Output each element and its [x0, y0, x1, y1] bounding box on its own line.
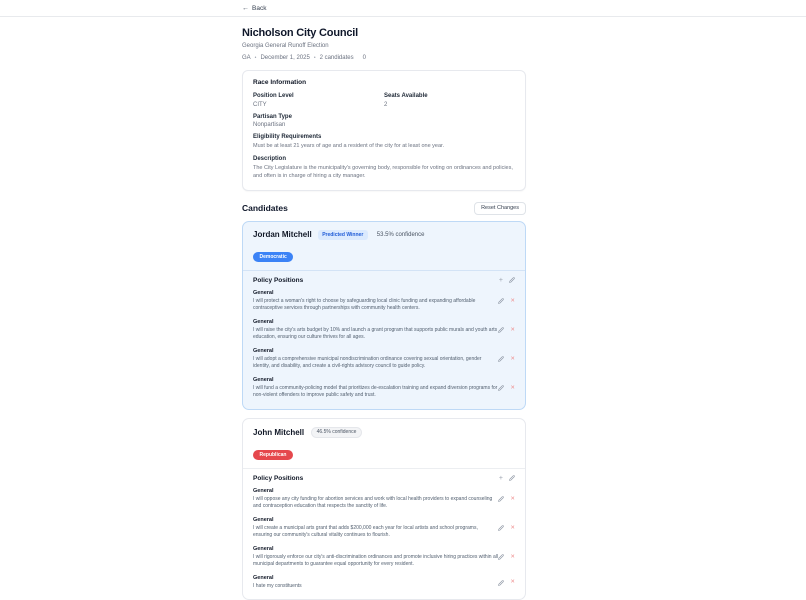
seats-available-label: Seats Available	[384, 93, 428, 99]
policy-item	[253, 517, 515, 540]
policy-text: I will oppose any city funding for abortion services and work with local health providers to expand counseling and contraception education that respects the sanctity of life.	[253, 495, 493, 510]
delete-policy-x-icon[interactable]: ✕	[510, 553, 515, 560]
party-badge-republican: Republican	[253, 450, 293, 460]
state-abbreviation: GA	[242, 55, 251, 61]
description-label: Description	[253, 156, 287, 163]
top-navigation-bar	[0, 0, 806, 17]
policy-category: General	[253, 487, 274, 494]
policy-category: General	[253, 289, 274, 296]
add-policy-icon[interactable]: +	[498, 276, 503, 284]
policy-text: I will protect a woman's right to choose by safeguarding local clinic funding and expanding affordable contraceptive services through partnerships with community health centers.	[253, 297, 476, 312]
candidates-section-header	[242, 202, 526, 215]
back-arrow-icon: ←	[242, 4, 249, 12]
extra-count: 0	[362, 55, 366, 61]
policy-text: I will create a municipal arts grant that adds $200,000 each year for local artists and school programs, ensuring our community's cultural vitality continues to flourish.	[253, 524, 478, 539]
edit-policy-pencil-icon[interactable]	[498, 554, 504, 560]
delete-policy-x-icon[interactable]: ✕	[510, 326, 515, 333]
policy-category: General	[253, 347, 274, 354]
edit-policy-pencil-icon[interactable]	[498, 298, 504, 304]
confidence-text: 53.5% confidence	[376, 231, 425, 238]
candidate-name: John Mitchell	[253, 427, 305, 437]
back-button[interactable]	[242, 5, 266, 12]
eligibility-field	[253, 134, 515, 150]
policy-category: General	[253, 574, 274, 581]
delete-policy-x-icon[interactable]: ✕	[510, 355, 515, 362]
separator-dot: •	[254, 55, 257, 61]
edit-policy-pencil-icon[interactable]	[498, 356, 504, 362]
candidate-card-john-mitchell	[242, 418, 526, 600]
election-subtitle: Georgia General Runoff Election	[242, 43, 329, 49]
policy-item	[253, 348, 515, 371]
edit-policy-pencil-icon[interactable]	[498, 525, 504, 531]
race-meta-line	[242, 55, 526, 61]
race-information-heading: Race Information	[253, 79, 307, 86]
position-level-field	[253, 93, 384, 108]
seats-available-value: 2	[384, 101, 388, 108]
candidate-header	[243, 419, 525, 468]
policy-positions-section	[243, 271, 525, 409]
policy-positions-heading: Policy Positions	[253, 474, 304, 482]
policy-text: I will adopt a comprehensive municipal nondiscrimination ordinance covering sexual orientation, gender identity, and disability, and create a civil-rights advisory council to guide policy.	[253, 355, 482, 370]
policy-category: General	[253, 516, 274, 523]
delete-policy-x-icon[interactable]: ✕	[510, 297, 515, 304]
confidence-badge: 46.5% confidence	[311, 427, 362, 438]
delete-policy-x-icon[interactable]: ✕	[510, 495, 515, 502]
partisan-type-field	[253, 114, 515, 129]
policy-category: General	[253, 376, 274, 383]
policy-item	[253, 377, 515, 400]
delete-policy-x-icon[interactable]: ✕	[510, 524, 515, 531]
policy-item	[253, 290, 515, 313]
eligibility-label: Eligibility Requirements	[253, 134, 322, 140]
separator-dot: •	[313, 55, 316, 61]
candidate-header	[243, 222, 525, 270]
policy-item	[253, 575, 515, 591]
reset-changes-button[interactable]: Reset Changes	[474, 202, 526, 215]
race-information-card	[242, 70, 526, 191]
page-title: Nicholson City Council	[242, 27, 358, 39]
edit-policies-pencil-icon[interactable]	[509, 475, 515, 481]
add-policy-icon[interactable]: +	[498, 474, 503, 482]
main-content	[242, 27, 526, 600]
candidates-heading: Candidates	[242, 203, 288, 214]
edit-policy-pencil-icon[interactable]	[498, 327, 504, 333]
party-badge-democratic: Democratic	[253, 252, 293, 262]
edit-policy-pencil-icon[interactable]	[498, 580, 504, 586]
position-level-label: Position Level	[253, 93, 294, 99]
policy-category: General	[253, 545, 274, 552]
edit-policy-pencil-icon[interactable]	[498, 385, 504, 391]
description-text: The City Legislature is the municipality's governing body, responsible for voting on ordinances and policies, and often is in charge of hiring a city manager.	[253, 164, 513, 179]
delete-policy-x-icon[interactable]: ✕	[510, 578, 515, 585]
edit-policy-pencil-icon[interactable]	[498, 496, 504, 502]
candidate-card-jordan-mitchell	[242, 221, 526, 410]
policy-text: I will raise the city's arts budget by 10% and launch a grant program that supports public murals and youth arts education, ensuring our culture thrives for all ages.	[253, 326, 498, 341]
delete-policy-x-icon[interactable]: ✕	[510, 384, 515, 391]
policy-item	[253, 546, 515, 569]
position-level-value: CITY	[253, 101, 267, 108]
policy-item	[253, 319, 515, 342]
election-date: December 1, 2025	[260, 55, 310, 61]
policy-positions-heading: Policy Positions	[253, 276, 304, 284]
policy-text: I will rigorously enforce our city's anti-discrimination ordinances and promote inclusive hiring practices within all municipal departments to guarantee equal opportunity for every resident.	[253, 553, 498, 568]
description-field	[253, 156, 515, 180]
policy-positions-section	[243, 469, 525, 600]
policy-text: I hate my constituents	[253, 582, 302, 589]
seats-available-field	[384, 93, 515, 108]
edit-policies-pencil-icon[interactable]	[509, 277, 515, 283]
candidates-count: 2 candidates	[319, 55, 354, 61]
policy-text: I will fund a community-policing model that prioritizes de-escalation training and expand diversion programs for non-violent offenders to improve public safety and trust.	[253, 384, 498, 399]
back-label: Back	[252, 4, 267, 12]
partisan-type-label: Partisan Type	[253, 113, 292, 120]
policy-category: General	[253, 318, 274, 325]
eligibility-text: Must be at least 21 years of age and a resident of the city for at least one year.	[253, 142, 445, 149]
partisan-type-value: Nonpartisan	[253, 122, 286, 128]
policy-item	[253, 488, 515, 511]
candidate-name: Jordan Mitchell	[253, 230, 312, 240]
predicted-winner-badge: Predicted Winner	[318, 230, 368, 240]
